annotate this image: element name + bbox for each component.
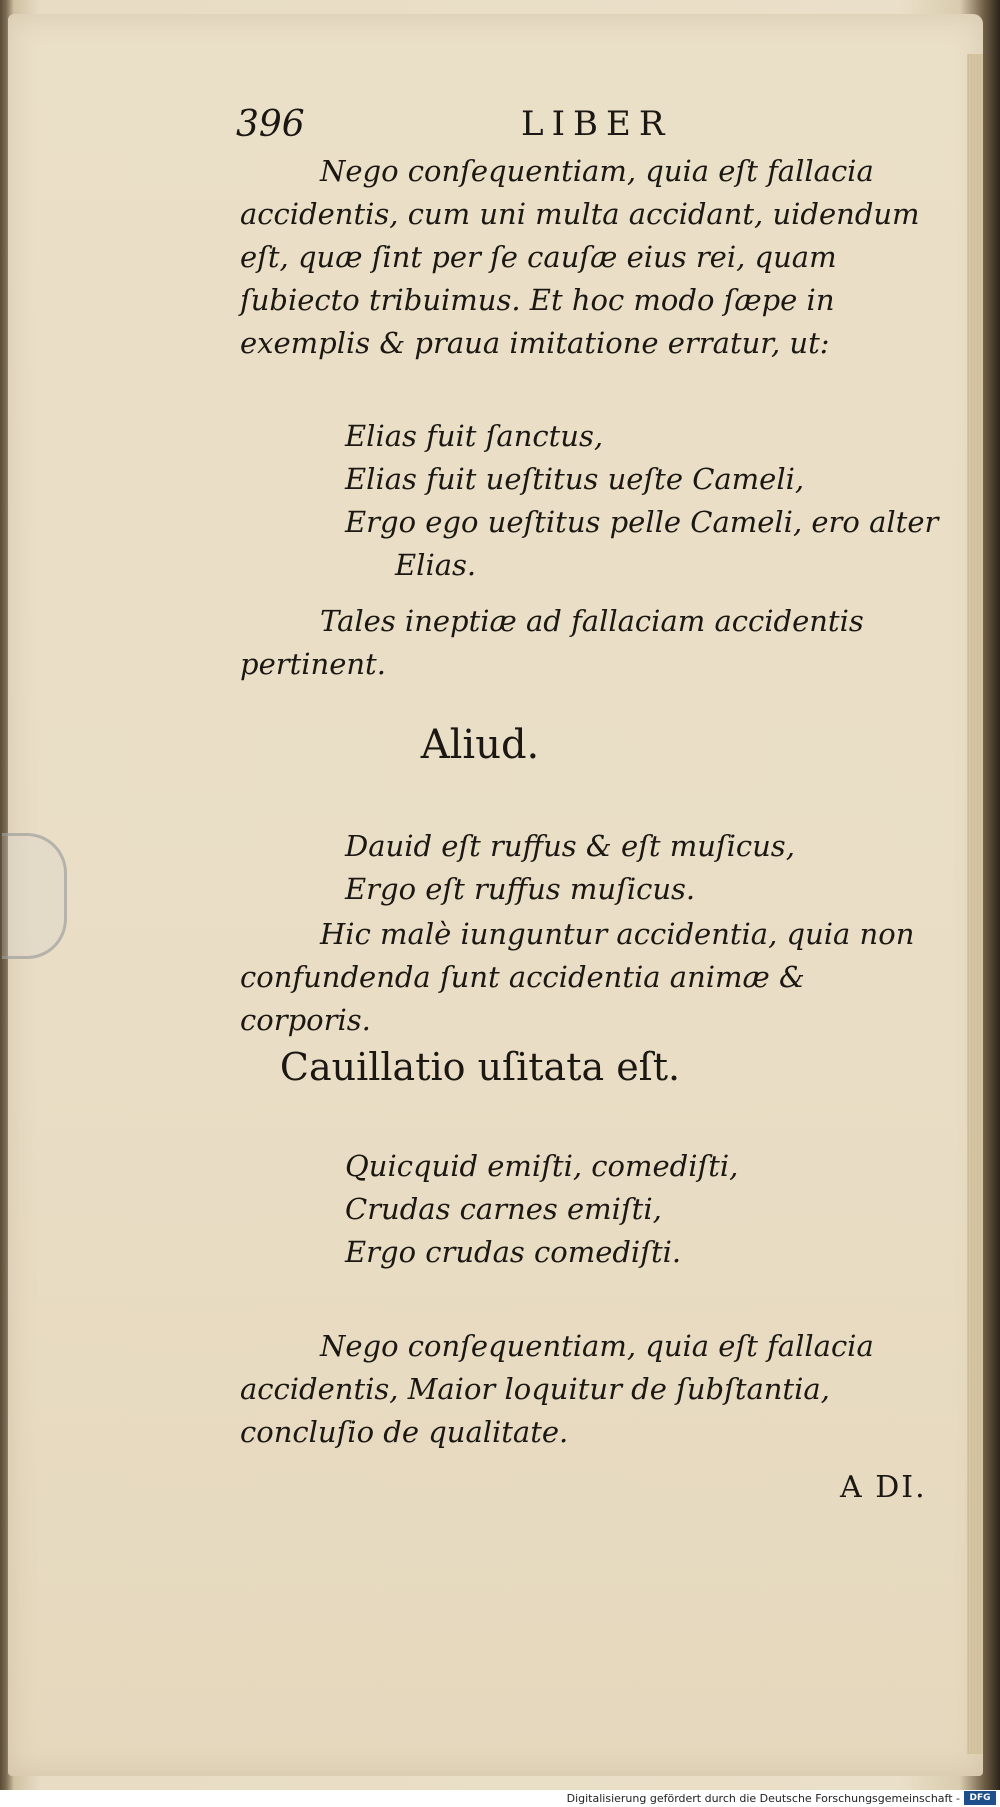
page-edge xyxy=(967,54,983,1754)
verse-line: Ergo ego ueſtitus pelle Cameli, ero alter xyxy=(345,505,939,539)
verse-elias xyxy=(345,415,945,587)
page-number: 396 xyxy=(236,104,305,145)
verse-line: Elias fuit ſanctus, xyxy=(345,419,604,453)
paragraph-4: Nego conſequentiam, quia eſt fallacia accidentis, Maior loquitur de ſubſtantia, concluſio de qualitate. xyxy=(240,1329,874,1449)
verse-line-continuation: Elias. xyxy=(395,548,477,582)
running-head: LIBER xyxy=(521,104,673,144)
verse-quicquid xyxy=(345,1145,945,1274)
verse-line: Dauid eſt ruffus & eſt muſicus, xyxy=(345,829,795,863)
page-clip xyxy=(2,833,67,959)
heading-aliud: Aliud. xyxy=(420,722,540,768)
heading-cauillatio: Cauillatio uſitata eſt. xyxy=(279,1045,681,1089)
paragraph-3: Hic malè iunguntur accidentia, quia non confundenda ſunt accidentia animæ & corporis. xyxy=(240,917,915,1037)
verse-line: Ergo eſt ruffus muſicus. xyxy=(345,872,696,906)
verse-line: Elias fuit ueſtitus ueſte Cameli, xyxy=(345,462,805,496)
footer-credit: Digitalisierung gefördert durch die Deutsche Forschungsgemeinschaft - xyxy=(566,1792,960,1805)
dfg-logo: DFG xyxy=(964,1791,996,1805)
verse-dauid xyxy=(345,825,945,911)
verse-line: Crudas carnes emiſti, xyxy=(345,1192,662,1226)
verse-line: Ergo crudas comediſti. xyxy=(345,1235,682,1269)
paragraph-1: Nego conſequentiam, quia eſt fallacia accidentis, cum uni multa accidant, uidendum eſt, quæ ſint per ſe cauſæ eius rei, quam ſubiecto tribuimus. Et hoc modo ſæpe in exemplis & praua imitatione erratur, ut: xyxy=(240,154,920,360)
paragraph-2: Tales ineptiæ ad fallaciam accidentis pertinent. xyxy=(240,604,864,681)
verse-line: Quicquid emiſti, comediſti, xyxy=(345,1149,739,1183)
catchword: A DI. xyxy=(840,1470,927,1505)
page-header xyxy=(236,104,956,148)
